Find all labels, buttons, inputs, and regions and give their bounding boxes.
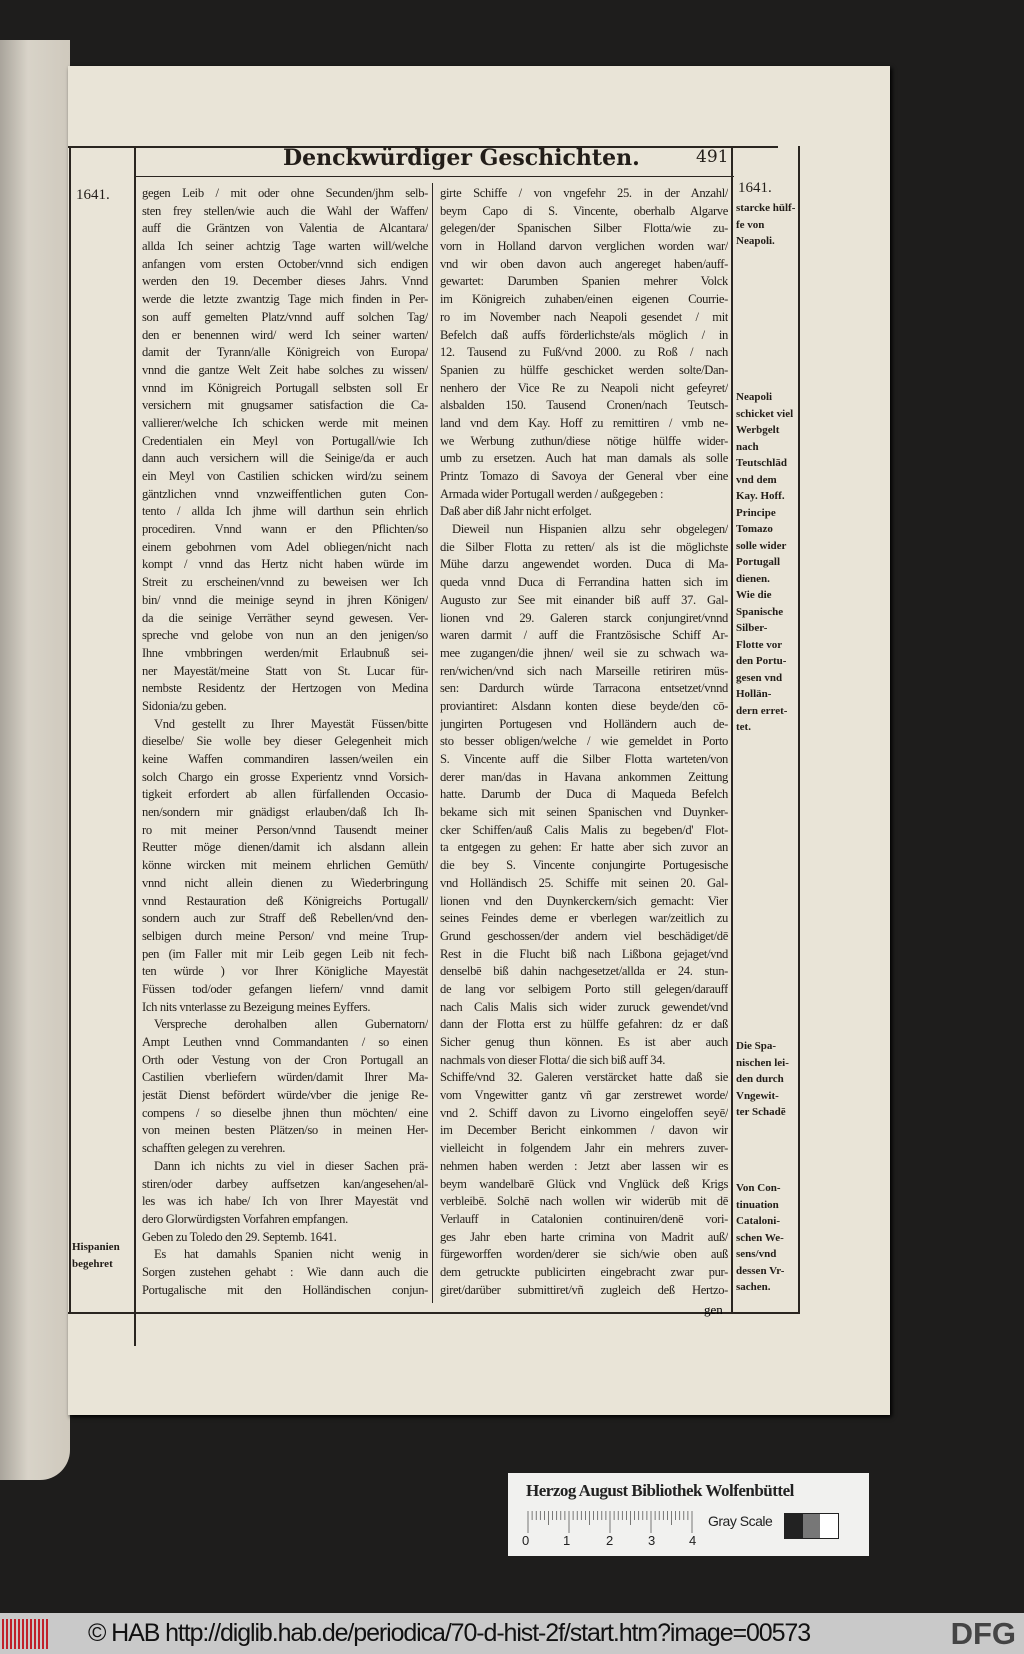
text-line: versichern mit gnugsamer satisfaction die Ca- [142, 398, 428, 413]
text-line: Schiffe/vnd 32. Galeren verstärcket hatte daß sie [440, 1070, 728, 1085]
book-spine-edge [0, 40, 70, 1480]
text-line: vorn in Holland darvon verglichen worden war/ [440, 239, 728, 254]
text-line: denselbē biß dahin nachgesetzet/allda er 24. stun- [440, 964, 728, 979]
scale-number: 2 [606, 1533, 614, 1548]
text-line: anfangen vom ersten October/vnnd sich endigen [142, 256, 428, 271]
left-margin-rule [134, 146, 136, 1346]
hab-logo-icon [2, 1619, 48, 1649]
text-line: sto besser obligen/welche / wie gemeldet in Porto [440, 734, 728, 749]
text-line: Spanien zu hülffe geschicket werden solte/Dan- [440, 362, 728, 377]
outer-right-rule [798, 146, 800, 1312]
header-subrule [136, 176, 734, 177]
text-line: vielleicht in folgendem Jahr ein mehrers zuver- [440, 1141, 728, 1156]
text-line: sondern auch zur Straff deß Rebellen/vnd den- [142, 911, 428, 926]
outer-left-rule [69, 146, 71, 1312]
text-line: hatte. Darumb der Duca di Maqueda Befelch [440, 787, 728, 802]
left-text-column [142, 185, 428, 1299]
text-line: vallierer/welche Ich schicken werde mit meinen [142, 415, 428, 430]
margin-year-right: 1641. [738, 180, 772, 196]
text-line: tigkeit erfordert ab allen fürfallenden Occasio- [142, 787, 428, 802]
text-line: schafften gelegen zu verehren. [142, 1141, 286, 1156]
institution-name: Herzog August Bibliothek Wolfenbüttel [526, 1481, 794, 1500]
margin-note-catalonien: Von Con- tinuation Cataloni- schen We- sens/vnd dessen Vr- sachen. [736, 1182, 785, 1293]
text-line: ren/wichen/vnd sich nach Marseille retiriren müs- [440, 663, 728, 678]
text-line: Dann ich nichts zu viel in dieser Sachen prä- [154, 1158, 428, 1173]
text-line: Reutter möge dienen/damit ich alsdann allein [142, 840, 428, 855]
text-line: umb zu ersetzen. Auch hat man damals als solle [440, 451, 728, 466]
scale-number: 3 [648, 1533, 656, 1548]
text-line: 12. Tausend zu Fuß/vnd 2000. zu Roß / nach [440, 345, 728, 360]
scale-number: 4 [689, 1533, 697, 1548]
text-line: beym Capo di S. Vincente, oberhalb Algarve [440, 203, 728, 218]
text-line: seines Feindes deme er vberlegen war/zeitlich zu [440, 911, 728, 926]
text-line: einem gebohrnen vom Adel obliegen/nicht nach [142, 539, 428, 554]
text-line: den er benennen wird/ werd Ich seiner warten/ [142, 327, 428, 342]
text-line: Sorgen zustehen gehabt : Wie dann auch die [142, 1264, 428, 1279]
text-line: Verlauff in Catalonien continuiren/denē vori- [440, 1211, 728, 1226]
scale-number: 0 [522, 1533, 530, 1548]
text-line: proviantiret: Alsdann konten diese beyde/den cō- [440, 698, 728, 713]
text-line: dieselbe/ Sie wolle bey dieser Gelegenheit mich [142, 734, 428, 749]
gray-scale-label: Gray Scale [708, 1513, 773, 1529]
text-line: Sidonia/zu geben. [142, 698, 227, 713]
text-line: alsbalden 150. Tausend Cronen/nach Teutsch- [440, 398, 728, 413]
text-line: son auff gemelten Platz/vnnd auff solchen Tag/ [142, 309, 428, 324]
catchword: gen [704, 1302, 723, 1317]
text-line: vnnd Restauration deß Königreichs Portugall/ [142, 893, 428, 908]
scanned-page [68, 66, 890, 1415]
text-line: compens / so dieselbe jhnen thun möchten/ eine [142, 1105, 428, 1120]
text-line: gelegen/der Spanischen Silber Flotta/wie zu- [440, 221, 728, 236]
text-line: Mühe darzu angewendet worden. Duca di Ma- [440, 557, 728, 572]
color-target-card [508, 1473, 869, 1556]
text-line: cker Schiffen/auß Calis Malis zu begeben/d' Flot- [440, 822, 728, 837]
text-line: procediren. Vnnd wann er den Pflichten/so [142, 522, 428, 537]
text-line: vnd Holländisch 25. Schiffe mit seinen 20. Gal- [440, 875, 728, 890]
text-line: Portugalische mit den Holländischen conjun- [142, 1282, 428, 1297]
text-line: solch Chargo ein grosse Experientz vnnd Vorsich- [142, 769, 428, 784]
page-number: 491 [696, 147, 729, 167]
text-line: im Königreich zuhaben/einen eigenen Courrie- [440, 292, 728, 307]
text-line: Füssen tod/oder gefangen liefern/ vnnd damit [142, 981, 428, 996]
text-line: land vnd dem Kay. Hoff zu remittiren / vmb ne- [440, 415, 728, 430]
text-line: Dieweil nun Hispanien allzu sehr obgelegen/ [452, 522, 728, 537]
text-line: nen/sondern mir gnädigst erlauben/daß Ich Ih- [142, 805, 428, 820]
text-line: dann auch versichern will die Seinige/da er auch [142, 451, 428, 466]
text-line: im December Bericht einkommen / davon wir [440, 1123, 728, 1138]
text-line: pen (im Faller mit mir Leib gegen Leib nit fech- [142, 946, 428, 961]
text-line: Castilien vberliefern würden/damit Ihrer Ma- [142, 1070, 428, 1085]
text-line: die bey S. Vincente conjungirte Portugesische [440, 858, 728, 873]
text-line: die Silber Flotta zu retten/ als ist die möglichste [440, 539, 728, 554]
text-line: giret/darüber submittiret/vñ zugleich deß Hertzo- [440, 1282, 728, 1297]
text-line: ro im November nach Neapoli gesendet / mit [440, 309, 728, 324]
text-line: lionen vnd den Duynkerckern/sich gemacht: Vier [440, 893, 728, 908]
text-line: bekame sich mit seinen Spanischen vnd Duynker- [440, 805, 728, 820]
margin-note-hispanien: Hispanien begehret [72, 1241, 120, 1270]
bottom-rule [68, 1312, 800, 1314]
text-line: ten würde ) vor Ihrer Königliche Mayestät [142, 964, 428, 979]
text-line: vnnd die gantze Welt Zeit habe solches zu wissen/ [142, 362, 428, 377]
ruler-scale [526, 1511, 706, 1535]
text-line: Es hat damahls Spanien nicht wenig in [154, 1247, 428, 1262]
text-line: bin/ vnnd die meinige seynd in jhren Königen/ [142, 592, 428, 607]
text-line: nehmen haben werden : Jetzt aber lassen wir es [440, 1158, 728, 1173]
text-line: we Werbung zuthun/diese nötige hülffe wider- [440, 433, 728, 448]
right-text-column [440, 185, 728, 1299]
text-line: vnd wir oben davon auch angereget haben/auff- [440, 256, 728, 271]
text-line: Verspreche derohalben allen Gubernatorn/ [154, 1017, 428, 1032]
text-line: jestät Dienst befördert würde/vber die jenige Re- [142, 1088, 428, 1103]
text-line: ro mit meiner Person/vnnd Tausendt meiner [142, 822, 428, 837]
text-line: queda vnnd Duca di Ferrandina hatten sich im [440, 575, 728, 590]
text-line: Augusto zur See mit einander biß auff 37. Gal- [440, 592, 728, 607]
text-line: Geben zu Toledo den 29. Septemb. 1641. [142, 1229, 337, 1244]
text-line: Ampt Leuthen vnnd Commandanten / so einen [142, 1035, 428, 1049]
text-line: fürgeworffen worden/derer sie sich/wie oben auß [440, 1247, 728, 1262]
text-line: de lang vor selbigem Porto still gelegen/darauff [440, 981, 728, 996]
text-line: werden den 19. December dieses Jahrs. Vnnd [142, 274, 428, 289]
text-line: waren darmit / auff die Frantzösische Schiff Ar- [440, 628, 728, 643]
dfg-logo: DFG [950, 1615, 1016, 1651]
text-line: sten frey stellen/wie auch die Wahl der Waffen/ [142, 203, 428, 218]
text-line: verbleibē. Solchē nach wollen wir widerūb mit dē [440, 1194, 728, 1209]
right-margin-rule [731, 146, 733, 1312]
text-line: vnd 2. Schiff davon zu Livorno eingeloffen seyē/ [440, 1105, 728, 1120]
text-line: stiren/oder darbey auffsetzen kan/angesehen/al- [142, 1176, 428, 1191]
scale-number: 1 [563, 1533, 571, 1548]
text-line: ta entgegen zu gehen: Er hatte aber sich zuvor an [440, 840, 728, 855]
text-line: Credentialen ein Meyl von Portugall/wie Ich [142, 433, 428, 448]
text-line: vnnd im Königreich Portugall selbsten soll Er [142, 380, 428, 395]
text-line: Grund geschossen/der andern viel beschädiget/dē [440, 928, 728, 943]
text-line: les was ich habe/ Ich von Ihrer Mayestät vnd [142, 1194, 428, 1209]
text-line: nembste Residentz der Hertzogen von Medina [142, 681, 428, 696]
margin-note-neapoli-hulffe: starcke hülf- fe von Neapoli. [736, 202, 796, 247]
text-line: S. Vincente auff die Silber Flotta warteten/von [440, 752, 728, 766]
text-line: tento / allda Ich jhme will darthun sein ehrlich [142, 504, 428, 519]
margin-year-left: 1641. [76, 187, 110, 203]
text-line: dero Glorwürdigsten Vorfahren empfangen. [142, 1211, 348, 1226]
text-line: von meinen besten Plätzen/so in meinen Her- [142, 1123, 428, 1138]
text-line: ein Meyl von Castilien schicken wird/zu seinem [142, 469, 428, 483]
text-line: gegen Leib / mit oder ohne Secunden/jhm selb- [142, 186, 428, 200]
text-line: beym wandelbarē Glück vnd Vnglück deß Krigs [440, 1176, 728, 1191]
text-line: gewartet: Darumben Spanien mehrer Volck [440, 274, 728, 289]
text-line: kompt / vnnd das Hertz nicht haben würde im [142, 557, 428, 572]
text-line: vnnd nicht allein dienen zu Wiederbringung [142, 875, 428, 890]
copyright-url[interactable]: © HAB http://diglib.hab.de/periodica/70-d-hist-2f/start.htm?image=00573 [88, 1619, 811, 1647]
running-title: Denckwürdiger Geschichten. [283, 145, 640, 171]
text-line: nachmals von dieser Flotta/ die sich biß auff 34. [440, 1052, 665, 1067]
text-line: Printz Tomazo di Savoya der General vber eine [440, 469, 728, 483]
text-line: könne wircken mit meinem ehrlichen Gemüth/ [142, 858, 428, 873]
text-line: keine Waffen commandiren lassen/weilen ein [142, 752, 428, 766]
text-line: Daß aber diß Jahr nicht erfolget. [440, 504, 592, 519]
text-line: Befelch daß auffs förderlichste/als möglich / in [440, 327, 728, 342]
text-line: Ich nits vnterlasse zu Bezeigung meines Eyffers. [142, 999, 371, 1014]
text-line: da die seinige Verräther seynd gewesen. Ver- [142, 610, 428, 625]
gray-scale-swatch [784, 1513, 839, 1539]
text-line: Vnd gestellt zu Ihrer Mayestät Füssen/bitte [154, 716, 428, 731]
text-line: Rest in die Flucht biß nach Lißbona gejaget/vnd [440, 946, 728, 961]
text-line: spreche vnd gelobe von nun an den jenigen/so [142, 628, 428, 643]
text-line: ner Mayestät/meine Statt von St. Lucar für- [142, 663, 428, 678]
text-line: derer man/das in Havana ankommen Zeittung [440, 769, 728, 784]
text-line: werde die letzte zwantzig Tage mich finden in Per- [142, 292, 428, 307]
text-line: dann der Flotta erst zu hülffe gefahren: dz er daß [440, 1017, 728, 1032]
margin-note-ungewitter: Die Spa- nischen lei- den durch Vngewit- ter Schadē [736, 1040, 789, 1118]
text-line: damit der Tyrann/alle Königreich von Europa/ [142, 345, 428, 360]
text-line: allda Ich seiner achtzig Tage warten will/welche [142, 239, 428, 254]
text-line: Streit zu erscheinen/vnnd zu beweisen wer Ich [142, 575, 428, 590]
text-line: nach Calis Malis sich wider zuruck gewendet/vnd [440, 999, 728, 1014]
text-line: vom Vngewitter gantz vñ gar zerstrewet worde/ [440, 1088, 728, 1103]
text-line: gäntzlichen vnnd vnzweiffentlichen guten Con- [142, 486, 428, 501]
text-line: ges Jahr eben harte crimina von Madrit auß/ [440, 1229, 728, 1244]
text-line: selbigen durch meine Person/ vnd meine Trup- [142, 928, 428, 943]
text-line: girte Schiffe / von vngefehr 25. in der Anzahl/ [440, 186, 728, 200]
text-line: sen: Dardurch würde Tarracona entsetzet/vnnd [440, 681, 728, 696]
text-line: Ihne vmbbringen werden/mit Erlaubnuß sei- [142, 645, 428, 660]
column-divider [432, 183, 433, 1303]
text-line: mee zugangen/die jhnen/ weil sie zu schwach wa- [440, 645, 728, 660]
text-line: Armada wider Portugall werden / außgegeben : [440, 486, 664, 501]
text-line: nenhero der Vice Re zu Neapoli nicht gefeyret/ [440, 380, 728, 395]
text-line: jungirten Portugesen vnd Holländern auch de- [440, 716, 728, 731]
text-line: Orth oder Vestung von der Cron Portugall an [142, 1052, 428, 1067]
margin-note-werbgelt: Neapoli schicket viel Werbgelt nach Teutschlād vnd dem Kay. Hoff. Principe Tomazo solle wider Portugall dienen. Wie die Spanische Silber- Flotte vor den Portu- gesen vnd Hollän- dern erret- tet. [736, 391, 794, 733]
text-line: Sicher genug thun können. Es ist aber auch [440, 1035, 728, 1049]
text-line: lionen vnd 29. Galeren starck conjungiret/vnnd [440, 610, 728, 625]
text-line: auff die Gräntzen von Valentia de Alcantara/ [142, 221, 428, 236]
footer-bar [0, 1613, 1024, 1654]
text-line: dem getruckte publicirten eingebracht zwar pur- [440, 1264, 728, 1279]
